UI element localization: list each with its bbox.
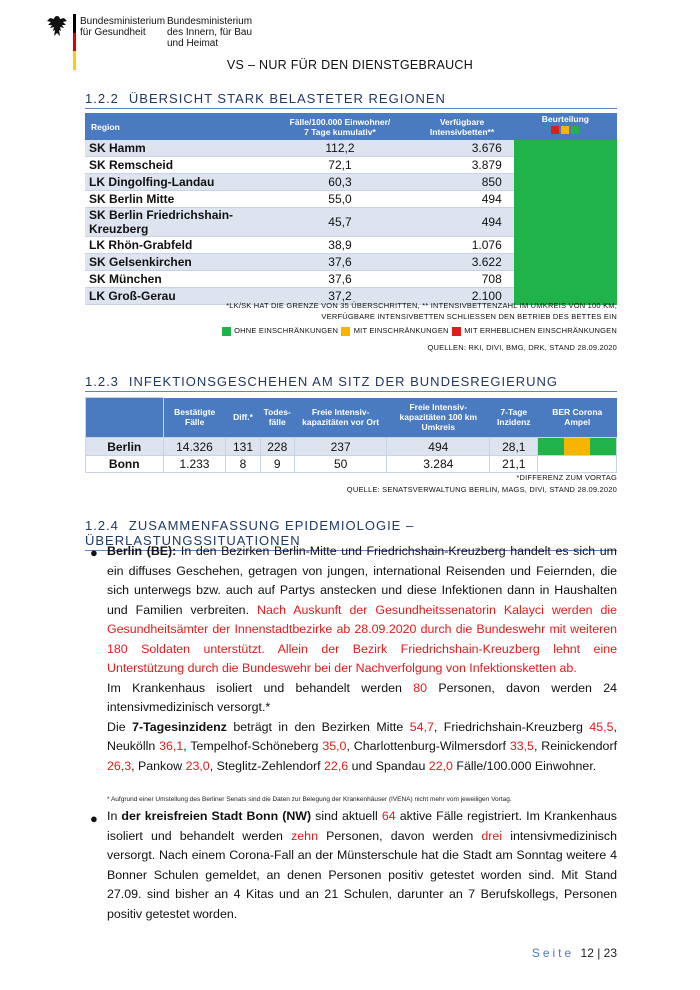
table-row: [85, 191, 617, 208]
col-deaths: Todes-fälle: [260, 398, 294, 438]
region-icu: 3.879: [410, 157, 513, 174]
bullet-icon: ●: [90, 811, 98, 826]
region-name: LK Groß-Gerau: [85, 288, 270, 305]
region-cases: 45,7: [270, 208, 411, 237]
green-legend-icon: [222, 327, 231, 336]
region-cases: 38,9: [270, 237, 411, 254]
rating-green: [514, 157, 617, 174]
region-cases: 72,1: [270, 157, 411, 174]
col-confirmed: Bestätigte Fälle: [163, 398, 226, 438]
col-free-icu-100: Freie Intensiv-kapazitäten 100 km Umkreis: [387, 398, 490, 438]
district-incidence: , Reinickendorf 26,3: [107, 739, 618, 773]
regions-table: [85, 113, 617, 305]
district-incidence: , Friedrichshain-Kreuzberg 45,5: [433, 719, 614, 734]
region-name: LK Dingolfing-Landau: [85, 174, 270, 191]
district-incidence: , Charlottenburg-Wilmersdorf 33,5: [346, 739, 534, 753]
region-icu: 494: [410, 191, 513, 208]
government-table: [85, 397, 617, 473]
col-icu: Verfügbare Intensivbetten**: [410, 113, 513, 140]
region-cases: 60,3: [270, 174, 411, 191]
region-icu: 3.622: [410, 254, 513, 271]
region-name: SK Berlin Friedrichshain-Kreuzberg: [85, 208, 270, 237]
ampel-green: [590, 438, 616, 455]
ampel-green: [538, 438, 564, 455]
rating-green: [514, 140, 617, 157]
region-name: SK München: [85, 271, 270, 288]
federal-eagle-logo: [45, 14, 69, 40]
col-incidence: 7-Tage Inzidenz: [490, 398, 538, 438]
col-diff: Diff.*: [226, 398, 260, 438]
ampel-cell: [538, 438, 617, 456]
berlin-paragraph: Berlin (BE): In den Bezirken Berlin-Mitte und Friedrichshain-Kreuzberg handelt es sich um ein diffuses Geschehen, getragen von jungen, international Reisenden und Feiernden, die sich unterwegs bzw. auch auf Partys anstecken und diese Infektionen dann in Haushalten und Familien verbreiten. Nach Auskunft der Gesundheitssenatorin Kalayci werden die Gesundheitsämter der Innenstadtbezirke ab 28.09.2020 durch die Bundeswehr mit weiteren 180 Soldaten unterstützt. Allein der Bezirk Friedrichshain-Kreuzberg lehnt eine Unterstützung durch die Bundeswehr bei der Nachverfolgung von Infektionsketten ab. Im Krankenhaus isoliert und behandelt werden 80 Personen, davon werden 24 intensivmedizinisch versorgt.* Die 7-Tagesinzidenz beträgt in den Bezirken Mitte 54,7, Friedrichshain-Kreuzberg 45,5, Neukölln 36,1, Tempelhof-Schöneberg 35,0, Charlottenburg-Wilmersdorf 33,5, Reinickendorf 26,3, Pankow 23,0, Steglitz-Zehlendorf 22,6 und Spandau 22,0 Fälle/100.000 Einwohner.: [107, 544, 618, 773]
yellow-legend-icon: [341, 327, 350, 336]
table-row: [85, 271, 617, 288]
red-square-icon: [551, 126, 559, 134]
region-icu: 850: [410, 174, 513, 191]
district-incidence: , Pankow 23,0: [131, 758, 210, 773]
regions-legend: OHNE EINSCHRÄNKUNGEN MIT EINSCHRÄNKUNGEN MIT ERHEBLICHEN EINSCHRÄNKUNGEN: [221, 325, 617, 336]
ampel-yellow: [564, 438, 590, 455]
section-heading-regions: 1.2.2 ÜBERSICHT STARK BELASTETER REGIONEN: [85, 91, 617, 109]
bullet-icon: ●: [90, 545, 98, 560]
red-legend-icon: [452, 327, 461, 336]
classification-label: VS – NUR FÜR DEN DIENSTGEBRAUCH: [226, 58, 474, 72]
page-number: Seite 12 | 23: [531, 946, 617, 960]
region-cases: 37,6: [270, 254, 411, 271]
district-incidence: Mitte 54,7: [376, 719, 434, 734]
table-row: [85, 157, 617, 174]
bonn-paragraph: In der kreisfreien Stadt Bonn (NW) sind aktuell 64 aktive Fälle registriert. Im Krankenhaus isoliert und behandelt werden zehn Personen, davon werden drei intensivmedizinisch versorgt. Nach einem Corona-Fall an der Münsterschule hat die Stadt am Sonntag weitere 4 Bonner Schulen gemeldet, an denen Personen positiv getestet worden sind. Mit Stand 27.09. sind bisher an 4 Kitas und an 21 Schulen, darunter an 7 Berufskollegs, Personen positiv getestet worden.: [107, 809, 617, 921]
region-name: SK Remscheid: [85, 157, 270, 174]
region-icu: 708: [410, 271, 513, 288]
yellow-square-icon: [561, 126, 569, 134]
section-heading-summary: 1.2.4 ZUSAMMENFASSUNG EPIDEMIOLOGIE – ÜBERLASTUNGSSITUATIONEN: [85, 518, 617, 551]
region-cases: 37,2: [270, 288, 411, 305]
region-name: SK Hamm: [85, 140, 270, 157]
table-row: Berlin 14.326 131 228 237 494 28,1: [86, 438, 617, 456]
region-cases: 55,0: [270, 191, 411, 208]
rating-green: [514, 237, 617, 254]
table-row: Bonn 1.233 8 9 50 3.284 21,1: [86, 456, 617, 473]
region-cases: 112,2: [270, 140, 411, 157]
table-row: [85, 254, 617, 271]
region-icu: 1.076: [410, 237, 513, 254]
col-region: Region: [85, 113, 270, 140]
region-name: SK Berlin Mitte: [85, 191, 270, 208]
ministry-interior: Bundesministerium des Innern, für Bau und Heimat: [167, 16, 253, 49]
col-rating: Beurteilung: [514, 113, 617, 140]
green-square-icon: [571, 126, 579, 134]
region-name: SK Gelsenkirchen: [85, 254, 270, 271]
district-incidence: , Steglitz-Zehlendorf 22,6: [209, 758, 349, 773]
berlin-footnote: * Aufgrund einer Umstellung des Berliner Senats sind die Daten zur Belegung der Krankenhäuser (IVENA) nicht mehr vom jeweiligen Vortag.: [107, 796, 512, 803]
table-row: [85, 208, 617, 237]
district-incidence: , Neukölln 36,1: [107, 719, 617, 753]
ministry-health: Bundesministerium für Gesundheit: [80, 16, 166, 38]
district-incidence: , Tempelhof-Schöneberg 35,0: [183, 739, 347, 753]
col-cases: Fälle/100.000 Einwohner/ 7 Tage kumulativ*: [270, 113, 411, 140]
rating-green: [514, 191, 617, 208]
table-row: [85, 237, 617, 254]
region-name: LK Rhön-Grabfeld: [85, 237, 270, 254]
rating-green: [514, 254, 617, 271]
col-ampel: BER Corona Ampel: [538, 398, 617, 438]
table-row: [85, 174, 617, 191]
district-incidence: und Spandau 22,0: [348, 758, 453, 773]
region-icu: 494: [410, 208, 513, 237]
col-free-icu: Freie Intensiv-kapazitäten vor Ort: [294, 398, 387, 438]
rating-green: [514, 271, 617, 288]
government-note: *DIFFERENZ ZUM VORTAG: [516, 473, 617, 482]
government-source: QUELLE: SENATSVERWALTUNG BERLIN, MAGS, DIVI, STAND 28.09.2020: [346, 485, 617, 494]
rating-green: [514, 208, 617, 237]
region-icu: 3.676: [410, 140, 513, 157]
table-row: [85, 140, 617, 157]
region-icu: 2.100: [410, 288, 513, 305]
section-heading-government: 1.2.3 INFEKTIONSGESCHEHEN AM SITZ DER BUNDESREGIERUNG: [85, 374, 617, 392]
rating-green: [514, 174, 617, 191]
regions-note: *LK/SK HAT DIE GRENZE VON 35 ÜBERSCHRITTEN, ** INTENSIVBETTENZAHL IM UMKREIS VON 100 KM, VERFÜGBARE INTENSIVBETTEN SCHLIESSEN DEN BETRIEB DES BETTES EIN: [226, 301, 617, 321]
region-cases: 37,6: [270, 271, 411, 288]
regions-source: QUELLEN: RKI, DIVI, BMG, DRK, STAND 28.09.2020: [427, 343, 617, 352]
